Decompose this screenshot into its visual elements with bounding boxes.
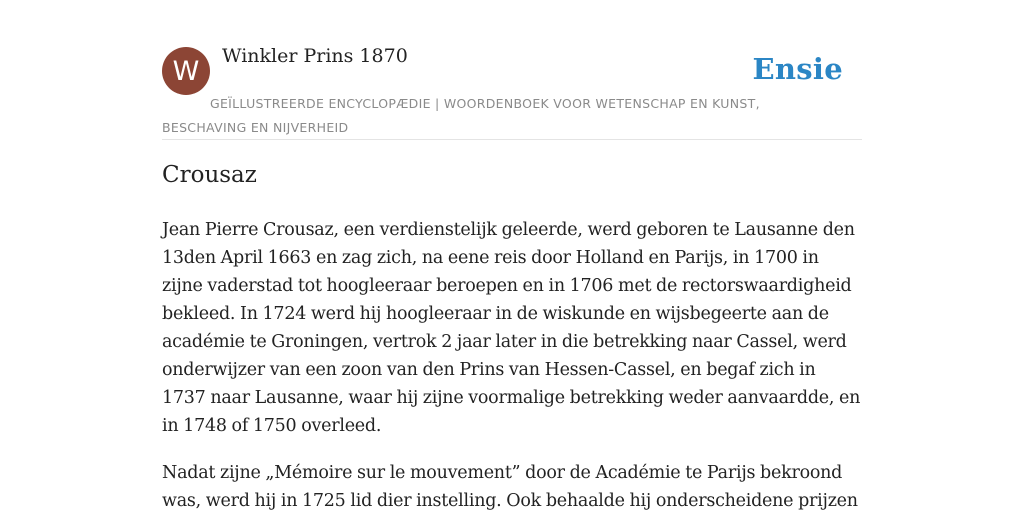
- source-subtitle: GEÏLLUSTREERDE ENCYCLOPÆDIE | WOORDENBOEK VOOR WETENSCHAP EN KUNST, BESCHAVING EN NIJVERHEID: [162, 96, 760, 135]
- source-title[interactable]: Winkler Prins 1870: [222, 45, 408, 67]
- article-title: Crousaz: [162, 162, 257, 188]
- header-divider: [162, 139, 862, 140]
- article-paragraph: Jean Pierre Crousaz, een verdienstelijk geleerde, werd geboren te Lausanne den 13den April 1663 en zag zich, na eene reis door Holland en Parijs, in 1700 in zijne vaderstad tot hoogleeraar beroepen en in 1706 met de rectorswaardigheid bekleed. In 1724 werd hij hoogleeraar in de wiskunde en wijsbegeerte aan de académie te Groningen, vertrok 2 jaar later in die betrekking naar Cassel, werd onderwijzer van een zoon van den Prins van Hessen-Cassel, en begaf zich in 1737 naar Lausanne, waar hij zijne voormalige betrekking weder aanvaardde, en in 1748 of 1750 overleed.: [162, 220, 861, 436]
- ensie-logo-link[interactable]: Ensie: [752, 52, 843, 86]
- article-body: [162, 216, 862, 512]
- article-paragraph: Nadat zijne „Mémoire sur le mouvement” door de Académie te Parijs bekroond was, werd hij in 1725 lid dier instelling. Ook behaalde hij onderscheidene prijzen: [162, 463, 858, 511]
- source-avatar[interactable]: [162, 47, 210, 95]
- avatar-letter: W: [172, 55, 200, 87]
